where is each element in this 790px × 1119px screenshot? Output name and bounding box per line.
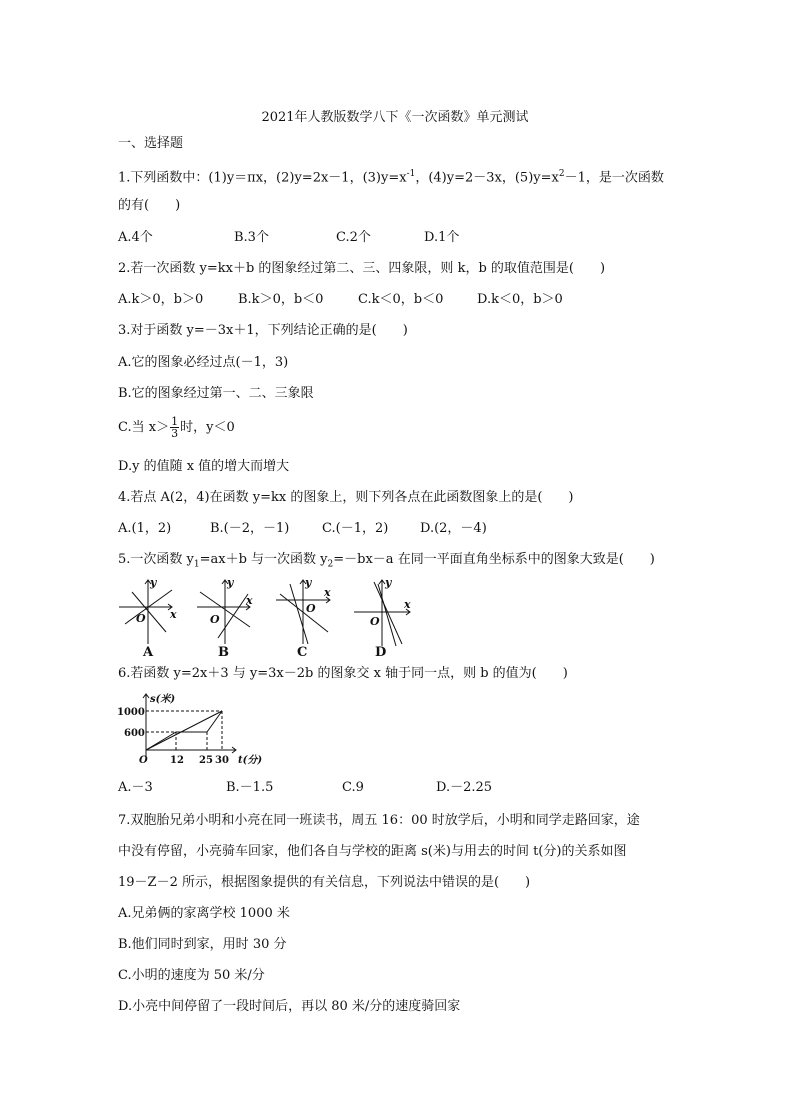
- q7-option-d[interactable]: D.小亮中间停留了一段时间后，再以 80 米/分的速度骑回家: [118, 999, 461, 1014]
- q6-option-d[interactable]: D.－2.25: [436, 780, 493, 795]
- q5-graph-d[interactable]: [354, 580, 410, 646]
- graph-line: [374, 582, 402, 644]
- q3-option-b[interactable]: B.它的图象经过第一、二、三象限: [118, 386, 314, 401]
- q4-option-d[interactable]: D.(2，－4): [420, 521, 487, 536]
- graph-a-origin: O: [136, 612, 146, 625]
- q5-graphs: [0, 572, 790, 662]
- question-7-line-1: 7.双胞胎兄弟小明和小亮在同一班读书，周五 16：00 时放学后，小明和同学走路回家，途: [118, 813, 640, 828]
- section-heading: 一、选择题: [118, 136, 184, 151]
- q4-option-c[interactable]: C.(－1，2): [322, 521, 389, 536]
- graph-d-x-label: x: [404, 598, 411, 611]
- page-title: 2021年人教版数学八下《一次函数》单元测试: [261, 110, 529, 125]
- q5-graph-a-label[interactable]: A: [143, 645, 154, 660]
- q1-text-b: ，(4)y=2－3x，(5)y=x: [415, 170, 559, 186]
- walking-line: [146, 711, 222, 750]
- q5-graph-b-label[interactable]: B: [218, 645, 229, 660]
- question-7-line-3: 19－Z－2 所示，根据图象提供的有关信息，下列说法中错误的是( ): [118, 875, 531, 890]
- q6-option-b[interactable]: B.－1.5: [226, 780, 274, 795]
- tick-600: 600: [124, 728, 145, 739]
- q5-graph-c-label[interactable]: C: [297, 645, 308, 660]
- q6-option-c[interactable]: C.9: [342, 780, 364, 795]
- q3-option-a[interactable]: A.它的图象必经过点(－1，3): [118, 355, 289, 370]
- q5-text-a: 5.一次函数 y: [118, 552, 194, 567]
- distance-time-graph: [0, 690, 790, 770]
- tick-25: 25: [199, 755, 213, 766]
- q5-text-b: =ax＋b 与一次函数 y: [199, 552, 328, 567]
- graph-b-x-label: x: [246, 594, 253, 607]
- q5-graph-c[interactable]: [276, 580, 330, 644]
- question-4-stem: 4.若点 A(2，4)在函数 y=kx 的图象上，则下列各点在此函数图象上的是( ): [118, 490, 574, 505]
- q4-option-a[interactable]: A.(1，2): [118, 521, 172, 536]
- question-1-stem: [118, 166, 664, 186]
- q3-c-suffix: 时，y＜0: [180, 420, 235, 435]
- q1-option-d[interactable]: D.1个: [424, 230, 460, 245]
- q1-text-a: 1.下列函数中：(1)y＝πx，(2)y=2x－1，(3)y=x: [118, 170, 407, 186]
- question-2-stem: 2.若一次函数 y=kx＋b 的图象经过第二、三、四象限，则 k，b 的取值范围是( ): [118, 261, 606, 276]
- q1-option-b[interactable]: B.3个: [234, 230, 269, 245]
- graph-c-origin: O: [306, 602, 316, 615]
- graph-c-y-label: y: [305, 576, 312, 589]
- fraction-one-third: [170, 416, 179, 439]
- q2-option-d[interactable]: D.k＜0，b＞0: [477, 292, 563, 307]
- q1-option-c[interactable]: C.2个: [336, 230, 371, 245]
- graph-a-y-label: y: [150, 576, 157, 589]
- q1-sup-2: 2: [558, 169, 565, 179]
- question-1-stem-cont: 的有( ): [118, 198, 181, 213]
- graph-origin: O: [139, 755, 148, 766]
- q6-option-a[interactable]: A.－3: [118, 780, 153, 795]
- q5-graph-b[interactable]: [197, 580, 250, 644]
- fraction-denominator: 3: [171, 427, 179, 440]
- q2-option-a[interactable]: A.k＞0，b＞0: [118, 292, 204, 307]
- q3-option-d[interactable]: D.y 的值随 x 值的增大而增大: [118, 459, 290, 474]
- q7-option-a[interactable]: A.兄弟俩的家离学校 1000 米: [118, 906, 290, 921]
- q2-option-c[interactable]: C.k＜0，b＜0: [358, 292, 444, 307]
- graph-d-y-label: y: [385, 576, 392, 589]
- q5-graph-d-label[interactable]: D: [375, 645, 387, 660]
- graph-a-x-label: x: [170, 608, 177, 621]
- q5-sub-1: 1: [193, 559, 200, 570]
- q1-option-a[interactable]: A.4个: [118, 230, 153, 245]
- q2-option-b[interactable]: B.k＞0，b＜0: [238, 292, 324, 307]
- graph-line: [378, 584, 396, 646]
- question-3-stem: 3.对于函数 y=－3x＋1，下列结论正确的是( ): [118, 323, 408, 338]
- tick-30: 30: [215, 755, 229, 766]
- tick-12: 12: [170, 755, 184, 766]
- q7-option-c[interactable]: C.小明的速度为 50 米/分: [118, 968, 265, 983]
- graph-b-origin: O: [210, 613, 220, 626]
- question-6-stem: 6.若函数 y=2x＋3 与 y=3x－2b 的图象交 x 轴于同一点，则 b 的值为( ): [118, 666, 568, 681]
- graph-c-x-label: x: [324, 586, 331, 599]
- graph-b-y-label: y: [227, 576, 234, 589]
- graph-y-label: s(米): [150, 694, 176, 705]
- fraction-numerator: 1: [171, 415, 179, 428]
- question-7-line-2: 中没有停留，小亮骑车回家，他们各自与学校的距离 s(米)与用去的时间 t(分)的关系如图: [118, 844, 627, 859]
- q5-text-c: =－bx－a 在同一平面直角坐标系中的图象大致是( ): [333, 552, 655, 567]
- graph-x-label: t(分): [238, 755, 263, 766]
- q1-sup-1: -1: [406, 169, 416, 179]
- graph-line: [218, 594, 248, 638]
- question-5-stem: [118, 552, 655, 573]
- graph-d-origin: O: [370, 615, 380, 628]
- q4-option-b[interactable]: B.(－2，－1): [210, 521, 290, 536]
- tick-1000: 1000: [117, 707, 145, 718]
- q5-sub-2: 2: [327, 559, 334, 570]
- q3-c-prefix: C.当 x＞: [118, 420, 170, 435]
- q7-option-b[interactable]: B.他们同时到家，用时 30 分: [118, 937, 287, 952]
- q1-text-c: －1，是一次函数: [564, 170, 664, 186]
- q3-option-c[interactable]: [118, 416, 235, 440]
